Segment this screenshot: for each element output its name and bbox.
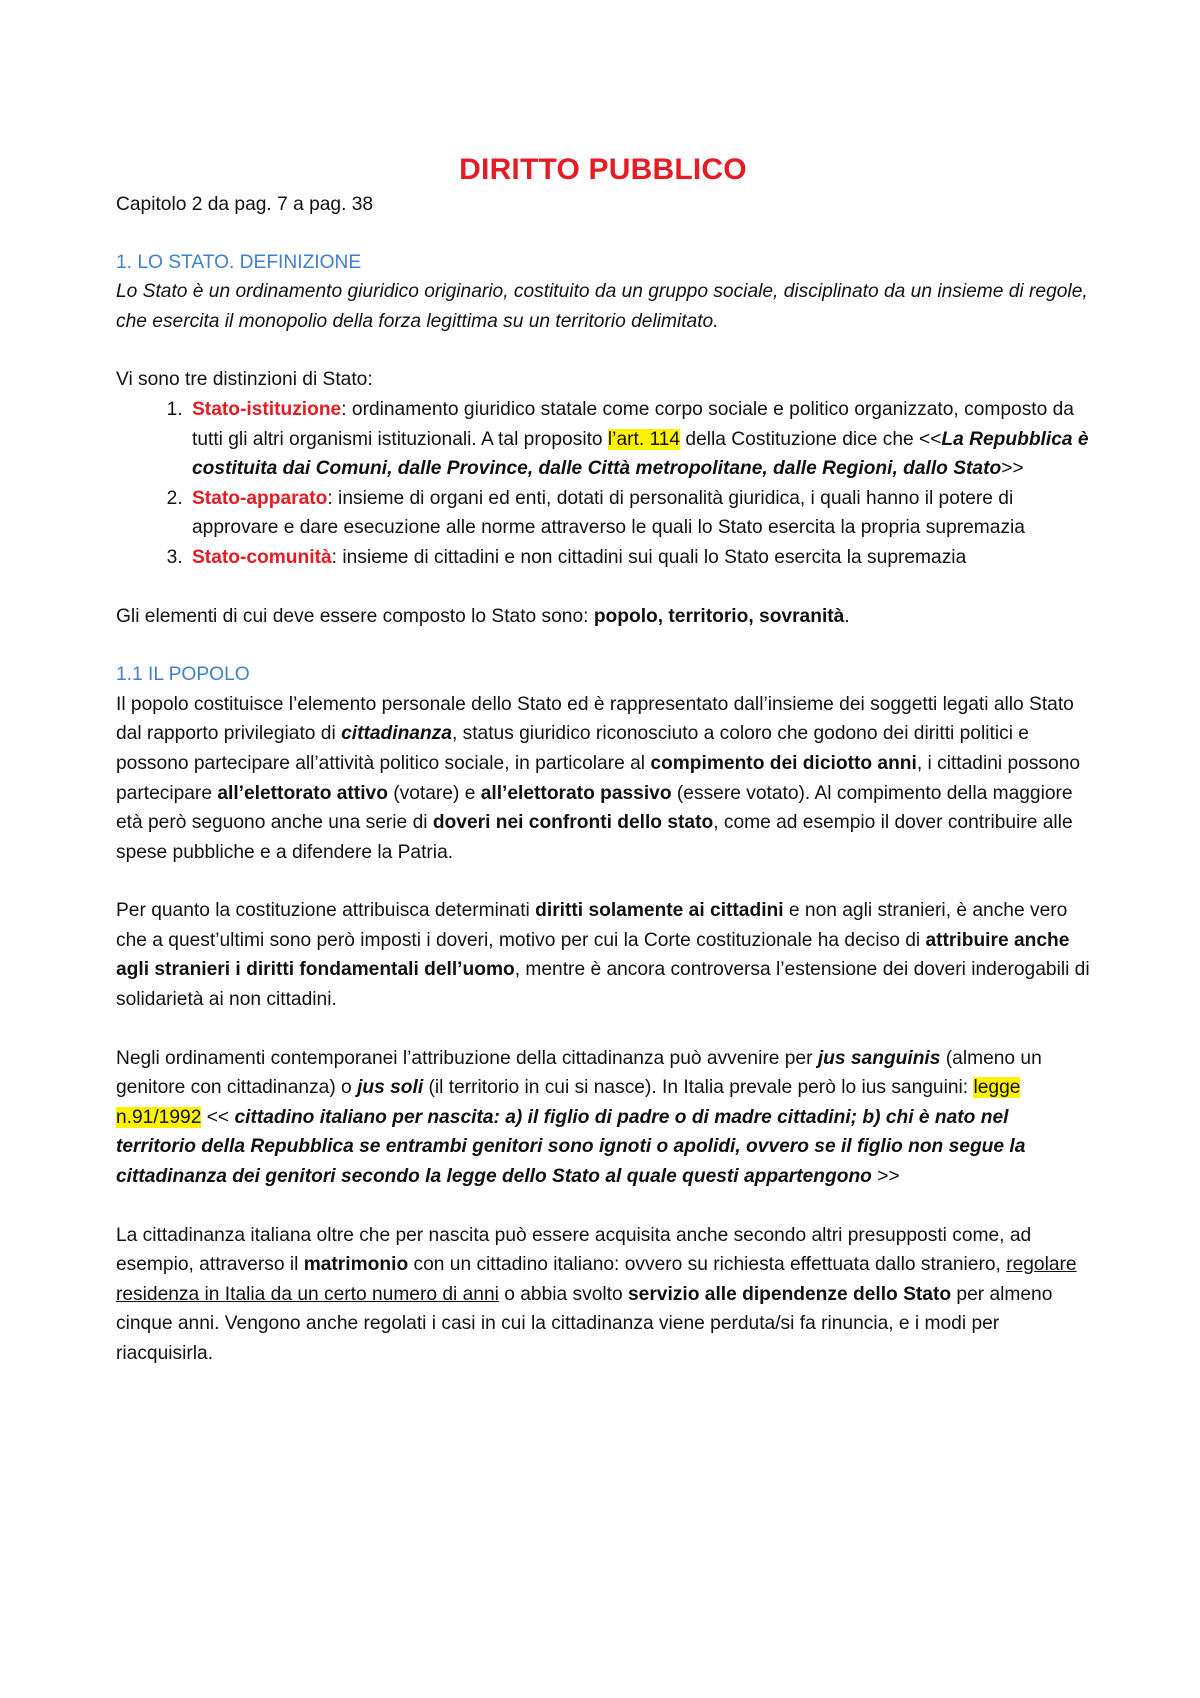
text-run: , mentre è ancora controversa l’estensione dei doveri inderogabili di solidarietà ai non cittadini.	[116, 959, 1090, 1011]
section-heading-stato: 1. LO STATO. DEFINIZIONE	[116, 251, 362, 273]
text-run: Gli elementi di cui deve essere composto lo Stato sono:	[116, 605, 594, 627]
bold-text: doveri nei confronti dello stato	[432, 812, 714, 834]
bold-italic-text: jus soli	[357, 1077, 424, 1099]
text-run: (votare) e	[387, 782, 481, 804]
term-label: Stato-istituzione	[192, 398, 342, 420]
list-item	[188, 543, 1090, 573]
quote-text: cittadino italiano per nascita: a) il figlio di padre o di madre cittadini; b) chi è nato nel territorio della Repubblica se entrambi genitori sono ignoti o apolidi, ovvero se il figlio non segue la cittadinanza dei genitori secondo la legge dello Stato al quale questi appartengono	[116, 1106, 1026, 1188]
highlighted-reference: legge n.91/1992	[116, 1077, 1021, 1128]
paragraph-popolo	[116, 690, 1090, 868]
text-run: : insieme di organi ed enti, dotati di personalità giuridica, i quali hanno il potere di approvare e dare esecuzione alle norme attraverso le quali lo Stato esercita la propria supremazia	[192, 487, 1025, 539]
text-run: .	[844, 605, 850, 627]
text-run: , i cittadini possono partecipare	[116, 752, 1081, 804]
distinctions-list	[116, 395, 1090, 573]
underlined-text: regolare residenza in Italia da un certo numero di anni	[116, 1254, 1077, 1305]
list-item	[188, 484, 1090, 543]
text-run: Negli ordinamenti contemporanei l’attribuzione della cittadinanza può avvenire per	[116, 1047, 818, 1069]
bold-italic-text: jus sanguinis	[817, 1047, 941, 1069]
text-run: della Costituzione dice che <<	[680, 428, 942, 450]
term-label: Stato-comunità	[192, 546, 332, 568]
highlighted-reference: l’art. 114	[607, 428, 681, 450]
term-label: Stato-apparato	[192, 487, 328, 509]
text-run: con un cittadino italiano: ovvero su richiesta effettuata dallo straniero,	[408, 1254, 1007, 1276]
list-item	[188, 395, 1090, 484]
distinctions-intro: Vi sono tre distinzioni di Stato:	[116, 369, 373, 391]
text-run: Il popolo costituisce l’elemento personale dello Stato ed è rappresentato dall’insieme dei soggetti legati allo Stato dal rapporto privilegiato di	[116, 693, 1074, 745]
bold-text: all’elettorato passivo	[480, 782, 672, 804]
text-run: per almeno cinque anni. Vengono anche regolati i casi in cui la cittadinanza viene perduta/si fa rinuncia, e i modi per riacquisirla.	[116, 1283, 1053, 1364]
bold-text: popolo, territorio, sovranità	[593, 605, 845, 627]
text-run: <<	[201, 1106, 235, 1128]
paragraph-cittadinanza	[116, 1044, 1090, 1192]
text-run: (almeno un genitore con cittadinanza) o	[116, 1047, 1042, 1099]
text-run: (essere votato). Al compimento della maggiore età però seguono anche una serie di	[116, 782, 1073, 834]
quote-text: La Repubblica è costituita dai Comuni, dalle Province, dalle Città metropolitane, dalle Regioni, dallo Stato	[192, 428, 1089, 480]
bold-text: matrimonio	[303, 1254, 409, 1276]
bold-text: diritti solamente ai cittadini	[535, 900, 784, 922]
text-run: (il territorio in cui si nasce). In Italia prevale però lo ius sanguini:	[423, 1077, 974, 1099]
text-run: o abbia svolto	[498, 1283, 628, 1305]
text-run: La cittadinanza italiana oltre che per nascita può essere acquisita anche secondo altri presupposti come, ad esempio, attraverso il	[116, 1224, 1032, 1276]
paragraph-acquisizione	[116, 1221, 1090, 1369]
text-run: : insieme di cittadini e non cittadini sui quali lo Stato esercita la supremazia	[331, 546, 967, 568]
section-heading-popolo: 1.1 IL POPOLO	[116, 664, 250, 686]
text-run: , status giuridico riconosciuto a coloro che godono dei diritti politici e possono partecipare all’attività politico sociale, in particolare al	[116, 723, 1029, 774]
bold-text: attribuire anche agli stranieri i diritti fondamentali dell’uomo	[116, 929, 1070, 981]
stato-definition: Lo Stato è un ordinamento giuridico originario, costituito da un gruppo sociale, disciplinato da un insieme di regole, che esercita il monopolio della forza legittima su un territorio delimitato.	[116, 281, 1088, 332]
document-title: DIRITTO PUBBLICO	[459, 153, 747, 186]
state-elements-paragraph	[116, 602, 1090, 632]
text-run: >>	[871, 1166, 900, 1188]
text-run: Per quanto la costituzione attribuisca determinati	[116, 900, 536, 922]
bold-text: compimento dei diciotto anni	[650, 752, 917, 774]
text-run: : ordinamento giuridico statale come corpo sociale e politico organizzato, composto da tutti gli altri organismi istituzionali. A tal proposito	[192, 398, 1074, 450]
chapter-reference: Capitolo 2 da pag. 7 a pag. 38	[116, 194, 374, 215]
text-run: e non agli stranieri, è anche vero che a quest’ultimi sono però imposti i doveri, motivo per cui la Corte costituzionale ha deciso di	[116, 900, 1068, 951]
text-run: >>	[1001, 458, 1024, 480]
text-run: , come ad esempio il dover contribuire alle spese pubbliche e a difendere la Patria.	[116, 812, 1073, 863]
paragraph-diritti-stranieri	[116, 896, 1090, 1014]
bold-text: all’elettorato attivo	[217, 782, 388, 804]
bold-text: servizio alle dipendenze dello Stato	[628, 1283, 952, 1305]
bold-italic-text: cittadinanza	[341, 723, 452, 745]
